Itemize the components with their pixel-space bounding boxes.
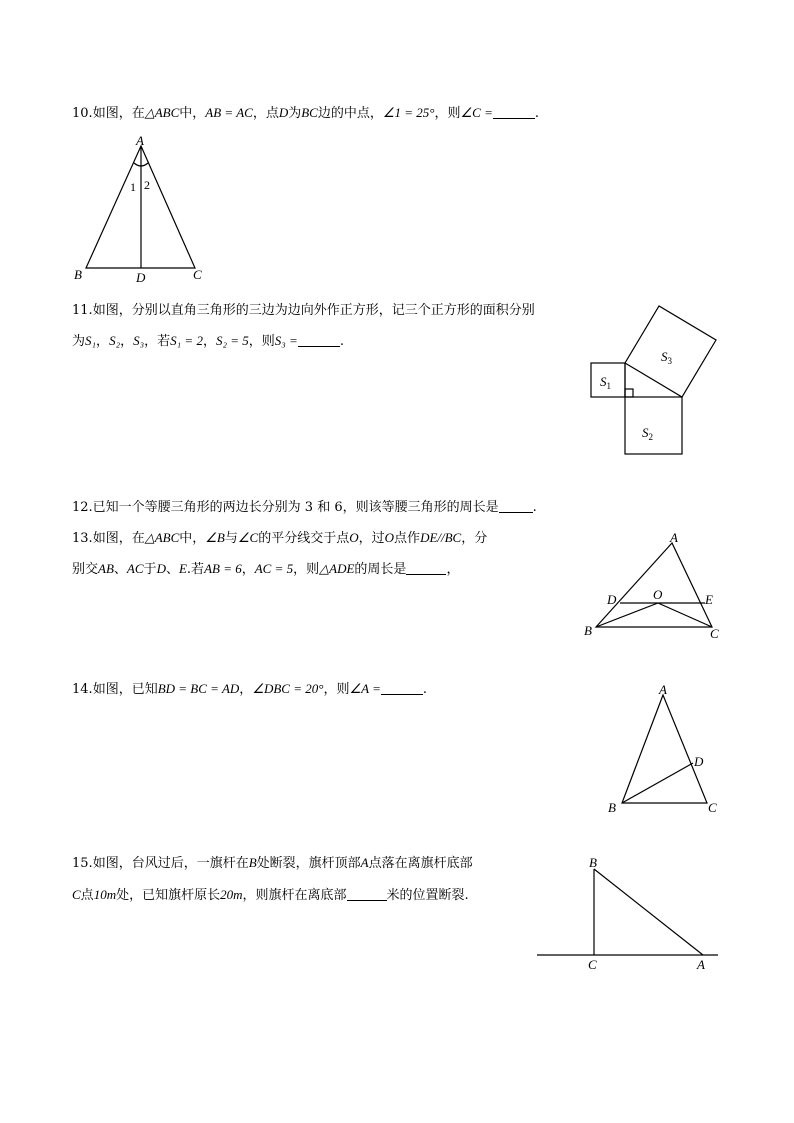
q10-label-2: 2 [144,178,150,192]
q13-label-b: B [584,623,592,638]
q10-label-1: 1 [130,180,136,194]
q13-label-c: C [710,626,719,641]
question-15-line-1: 15.如图，台风过后，一旗杆在B处断裂，旗杆顶部A点落在离旗杆底部 [72,855,473,871]
q15-figure [535,855,725,975]
q12-answer-blank[interactable] [499,498,533,513]
q10-triangle: △ABC [144,105,180,120]
q11-square-s2 [625,397,682,454]
q11-right-angle-mark [625,389,633,397]
question-11-line-1: 11.如图，分别以直角三角形的三边为边向外作正方形，记三个正方形的面积分别 [72,303,535,318]
q10-figure [70,135,220,285]
q13-label-d: D [607,592,617,607]
q10-label-b: B [74,267,82,282]
q15-answer-blank[interactable] [347,886,387,901]
q15-number: 15. [72,856,93,871]
q11-number: 11. [72,303,93,318]
q13-answer-blank[interactable] [406,560,446,575]
q11-square-s3 [625,306,716,397]
q14-label-b: B [608,800,616,815]
q14-answer-blank[interactable] [381,680,423,695]
q13-bisector-bo [596,603,658,627]
question-12: 12.已知一个等腰三角形的两边长分别为 3 和 6，则该等腰三角形的周长是 . [72,500,537,515]
q13-label-a: A [670,530,678,545]
question-13-line-2: 别交AB、AC于D、E.若AB = 6，AC = 5，则△ADE的周长是 ， [72,561,460,577]
q11-label-s1: $S_1$ [600,374,611,391]
q15-label-a: A [697,957,705,972]
q10-label-a: A [136,133,144,148]
q13-label-e: E [705,592,713,607]
q11-label-s2: $S_2$ [642,425,653,442]
q14-figure [600,680,730,820]
q14-label-a: A [659,682,667,697]
q14-number: 14. [72,682,93,697]
q14-segment-bd [622,763,693,803]
q11-label-s3: $S_3$ [661,349,672,366]
q14-label-c: C [708,800,717,815]
q11-figure [585,300,725,460]
question-11-line-2: 为S₁，S₂，S₃，若S₁ = 2，S₂ = 5，则S₃ = . [72,333,344,349]
q15-label-c: C [588,957,597,972]
q13-label-o: O [653,587,663,602]
q11-square-s1 [591,363,625,397]
q13-number: 13. [72,531,93,546]
q13-figure [580,530,730,645]
q10-number: 10. [72,106,93,121]
q10-label-c: C [193,267,202,282]
q14-triangle-abc [622,695,707,803]
question-10: 10.如图，在△ABC中，AB = AC，点D为BC边的中点，∠1 = 25°，则∠C = . [72,105,540,121]
q10-label-d: D [136,270,146,285]
question-14: 14.如图，已知BD = BC = AD，∠DBC = 20°，则∠A = . [72,681,427,697]
q13-bisector-co [658,603,712,627]
q11-answer-blank[interactable] [298,332,340,347]
question-13-line-1: 13.如图，在△ABC中，∠B与∠C的平分线交于点O，过O点作DE//BC，分 [72,530,488,546]
question-15-line-2: C点10m处，已知旗杆原长20m，则旗杆在离底部 米的位置断裂. [72,887,469,903]
q15-broken-ba [594,869,703,955]
q13-triangle-abc [596,543,712,627]
q15-label-b: B [589,855,597,870]
q10-answer-blank[interactable] [493,104,535,119]
q14-label-d: D [694,754,704,769]
